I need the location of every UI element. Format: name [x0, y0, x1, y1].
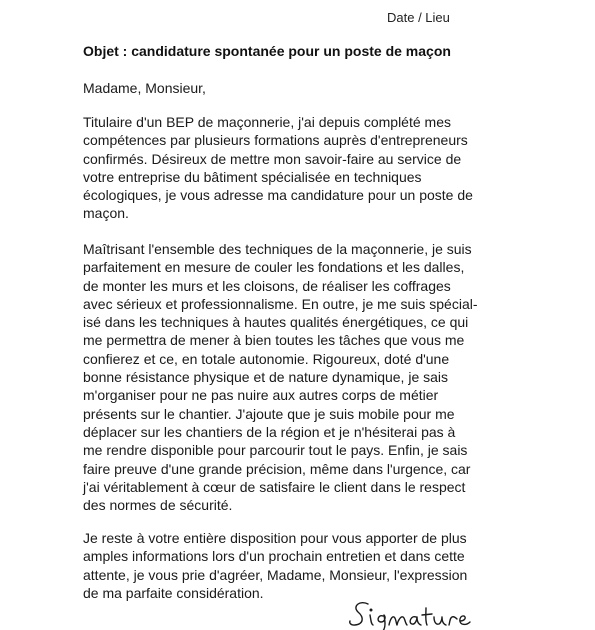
paragraph-skills: Maîtrisant l'ensemble des techniques de la maçonnerie, je suis parfaitement en mesure de couler les fondations et les dalles, de monter les murs et les cloisons, de réaliser les coffrages avec sérieux et professionnalisme. En outre, je me suis spécial- isé dans les techniques à hautes qualités énergétiques, ce qui me permettra de mener à bien toutes les tâches que vous me confierez et ce, en totale autonomie. Rigoureux, doté d'une bonne résistance physique et de nature dynamique, je sais m'organiser pour ne pas nuire aux autres corps de métier présents sur le chantier. J'ajoute que je suis mobile pour me déplacer sur les chantiers de la région et je n'hésiterai pas à me rendre disponible pour parcourir tout le pays. Enfin, je sais faire preuve d'une grande précision, même dans l'urgence, car j'ai véritablement à cœur de satisfaire le client dans le respect des normes de sécurité. [83, 241, 478, 514]
paragraph-closing: Je reste à votre entière disposition pour vous apporter de plus amples informations lors d'un prochain entretien et dans cette attente, je vous prie d'agréer, Madame, Monsieur, l'expression de ma parfaite considération. [83, 530, 468, 601]
letter-subject: Objet : candidature spontanée pour un poste de maçon [83, 43, 451, 59]
handwritten-signature [346, 598, 496, 630]
salutation: Madame, Monsieur, [83, 80, 206, 96]
date-place-line: Date / Lieu [387, 10, 450, 25]
paragraph-introduction: Titulaire d'un BEP de maçonnerie, j'ai depuis complété mes compétences par plusieurs formations auprès d'entrepreneurs confirmés. Désireux de mettre mon savoir-faire au service de votre entreprise du bâtiment spécialisée en techniques écologiques, je vous adresse ma candidature pour un poste de maçon. [83, 114, 473, 222]
